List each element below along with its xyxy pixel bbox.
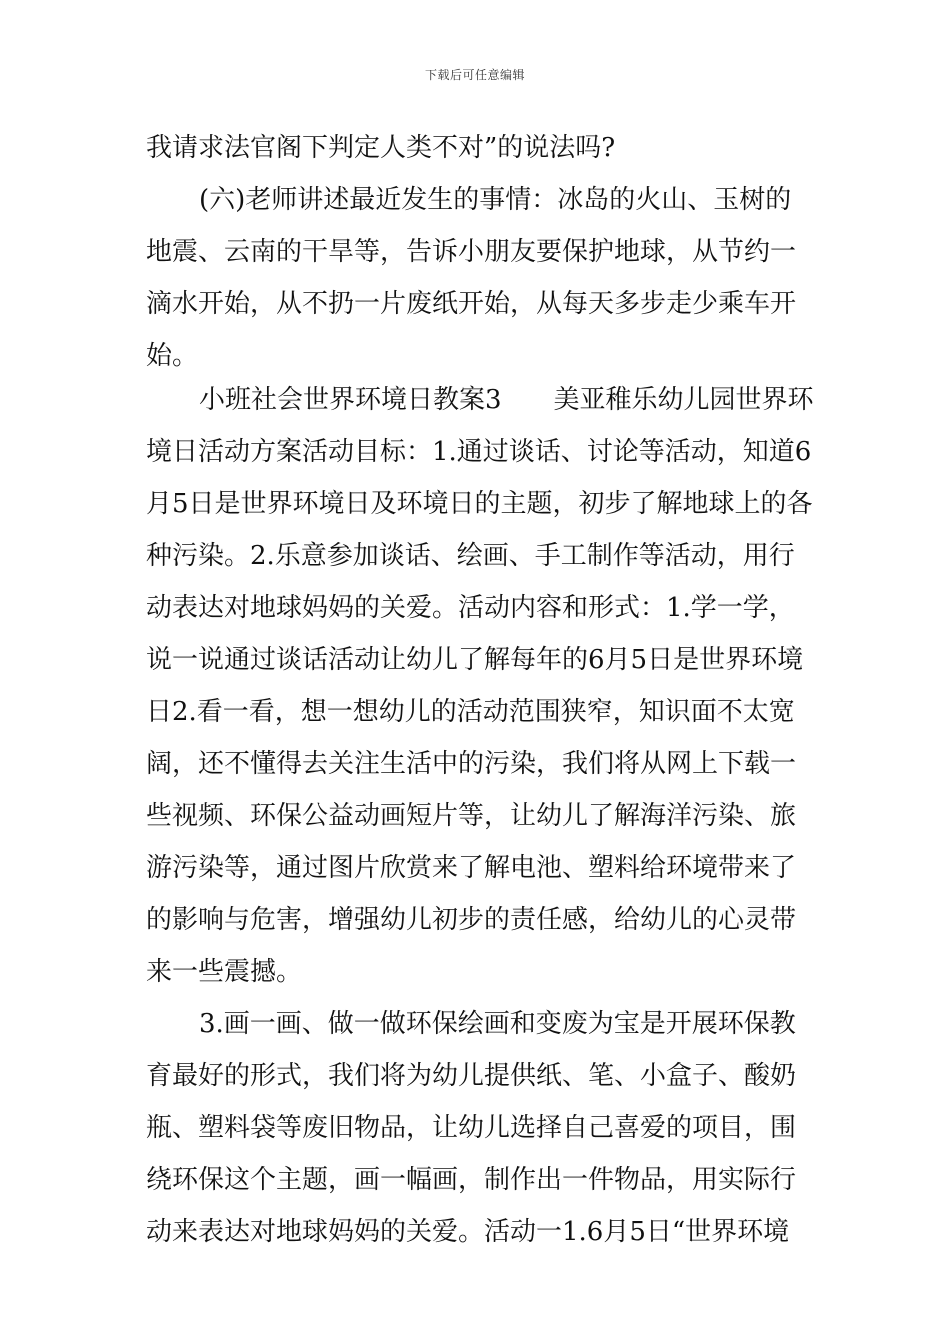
text-line: 游污染等，通过图片欣赏来了解电池、塑料给环境带来了 — [146, 853, 797, 883]
text-line: 动表达对地球妈妈的关爱。活动内容和形式：1.学一学， — [146, 593, 795, 623]
text-line: 说一说通过谈话活动让幼儿了解每年的6月5日是世界环境 — [146, 645, 804, 675]
text-line: 小班社会世界环境日教案3 美亚稚乐幼儿园世界环 — [199, 385, 814, 415]
text-line: 的影响与危害，增强幼儿初步的责任感，给幼儿的心灵带 — [146, 905, 797, 935]
text-line: 滴水开始，从不扔一片废纸开始，从每天多步走少乘车开 — [146, 289, 797, 319]
text-line: 动来表达对地球妈妈的关爱。活动一1.6月5日“世界环境 — [146, 1217, 790, 1247]
text-line: 瓶、塑料袋等废旧物品，让幼儿选择自己喜爱的项目，围 — [146, 1113, 797, 1143]
text-line: 些视频、环保公益动画短片等，让幼儿了解海洋污染、旅 — [146, 801, 797, 831]
text-line: 地震、云南的干旱等，告诉小朋友要保护地球，从节约一 — [146, 237, 797, 267]
page-header: 下载后可任意编辑 — [424, 68, 525, 82]
text-line: 绕环保这个主题，画一幅画，制作出一件物品，用实际行 — [146, 1165, 797, 1195]
text-line: 育最好的形式，我们将为幼儿提供纸、笔、小盒子、酸奶 — [146, 1061, 797, 1091]
text-line: 3.画一画、做一做环保绘画和变废为宝是开展环保教 — [199, 1009, 796, 1039]
text-line: 始。 — [146, 341, 199, 371]
text-line: 月5日是世界环境日及环境日的主题，初步了解地球上的各 — [146, 489, 813, 519]
text-line: 阔，还不懂得去关注生活中的污染，我们将从网上下载一 — [146, 749, 797, 779]
text-line: 来一些震撼。 — [146, 957, 303, 987]
text-line: 我请求法官阁下判定人类不对”的说法吗? — [146, 133, 616, 163]
text-line: 境日活动方案活动目标：1.通过谈话、讨论等活动，知道6 — [146, 437, 812, 467]
text-line: 种污染。2.乐意参加谈话、绘画、手工制作等活动，用行 — [146, 541, 795, 571]
text-line: 日2.看一看，想一想幼儿的活动范围狭窄，知识面不太宽 — [146, 697, 795, 727]
text-line: (六)老师讲述最近发生的事情：冰岛的火山、玉树的 — [199, 185, 792, 215]
